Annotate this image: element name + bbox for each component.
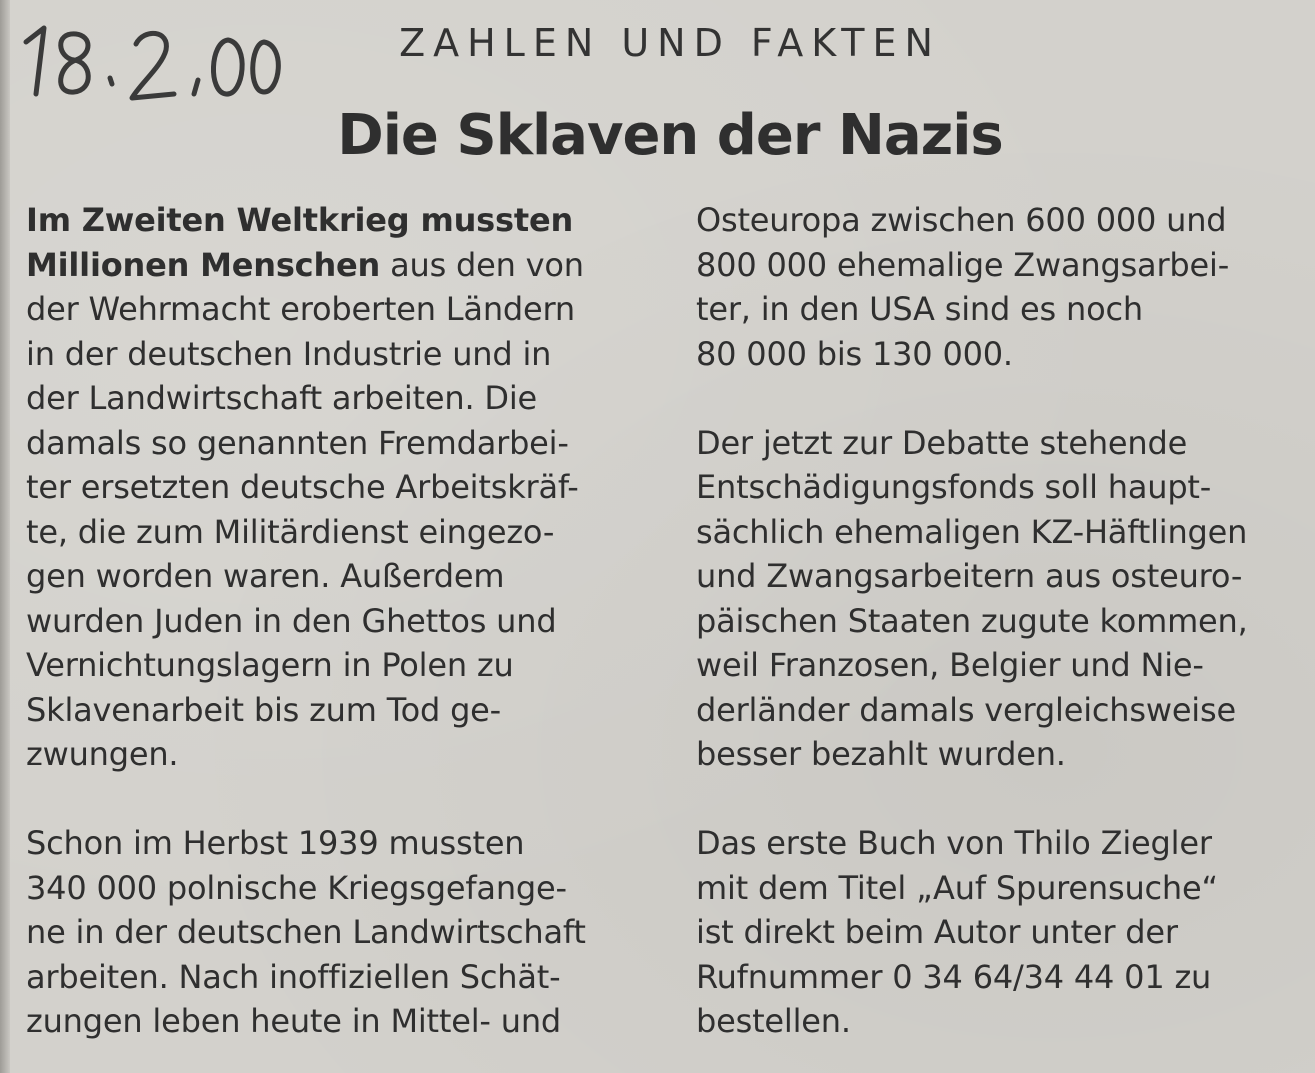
- text-line: Sklavenarbeit bis zum Tod ge-: [26, 690, 502, 729]
- handwritten-date-annotation: [14, 14, 294, 104]
- paragraph-3: [696, 198, 1311, 376]
- text-line: Vernichtungslagern in Polen zu: [26, 646, 514, 684]
- text-line: zwungen.: [26, 735, 179, 773]
- clipping-edge: [0, 0, 10, 1073]
- article-column-left: [26, 198, 666, 1044]
- text-line: Osteuropa zwischen 600 000 und: [696, 201, 1227, 239]
- text-line: gen worden waren. Außerdem: [26, 557, 505, 595]
- text-fragment: aus den von: [380, 245, 584, 284]
- paragraph-gap: [26, 777, 666, 822]
- text-line: 340 000 polnische Kriegsgefange-: [26, 868, 567, 907]
- paragraph-5: [696, 821, 1311, 1044]
- paragraph-gap: [696, 777, 1311, 822]
- text-line: der Landwirtschaft arbeiten. Die: [26, 379, 538, 417]
- text-line: päischen Staaten zugute kommen,: [696, 601, 1248, 640]
- text-line: und Zwangsarbeitern aus osteuro-: [696, 557, 1243, 595]
- text-line: ne in der deutschen Landwirtschaft: [26, 913, 586, 951]
- paragraph-1: [26, 198, 666, 777]
- text-line: [26, 243, 666, 288]
- text-line: Das erste Buch von Thilo Ziegler: [696, 824, 1212, 862]
- article-column-right: [696, 198, 1311, 1044]
- text-line: te, die zum Militärdienst eingezo-: [26, 512, 555, 551]
- paragraph-4: [696, 421, 1311, 777]
- text-line: weil Franzosen, Belgier und Nie-: [696, 646, 1204, 684]
- article-headline: Die Sklaven der Nazis: [337, 103, 1003, 168]
- text-line: ist direkt beim Autor unter der: [696, 913, 1178, 951]
- lead-text: Millionen Menschen: [26, 245, 381, 284]
- text-line: Der jetzt zur Debatte stehende: [696, 423, 1188, 462]
- text-line: zungen leben heute in Mittel- und: [26, 1002, 562, 1040]
- text-line: Entschädigungsfonds soll haupt-: [696, 468, 1212, 506]
- text-line: ter, in den USA sind es noch: [696, 290, 1143, 328]
- lead-text: Im Zweiten Weltkrieg mussten: [26, 201, 574, 239]
- text-line: besser bezahlt wurden.: [696, 735, 1066, 773]
- text-line: der Wehrmacht eroberten Ländern: [26, 290, 575, 328]
- paragraph-gap: [696, 376, 1311, 421]
- text-line: sächlich ehemaligen KZ-Häftlingen: [696, 512, 1248, 551]
- text-line: ter ersetzten deutsche Arbeitskräf-: [26, 468, 579, 506]
- text-line: arbeiten. Nach inoffiziellen Schät-: [26, 957, 561, 996]
- text-line: Schon im Herbst 1939 mussten: [26, 824, 525, 862]
- text-line: 80 000 bis 130 000.: [696, 334, 1013, 373]
- text-line: derländer damals vergleichsweise: [696, 690, 1236, 729]
- text-line: bestellen.: [696, 1002, 851, 1040]
- text-line: 800 000 ehemalige Zwangsarbei-: [696, 245, 1230, 284]
- text-line: Rufnummer 0 34 64/34 44 01 zu: [696, 957, 1212, 996]
- text-line: mit dem Titel „Auf Spurensuche“: [696, 868, 1218, 907]
- text-line: in der deutschen Industrie und in: [26, 334, 552, 373]
- paragraph-2: [26, 821, 666, 1044]
- text-line: damals so genannten Fremdarbei-: [26, 423, 569, 462]
- text-line: wurden Juden in den Ghettos und: [26, 601, 557, 640]
- section-kicker: ZAHLEN UND FAKTEN: [399, 21, 941, 65]
